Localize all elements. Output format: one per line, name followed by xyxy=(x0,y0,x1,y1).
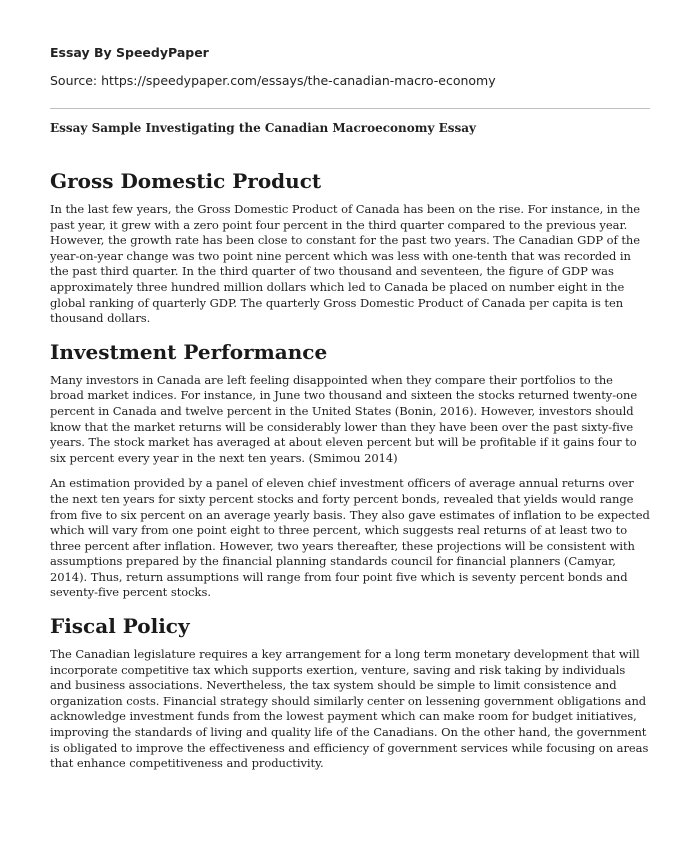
header-divider xyxy=(50,108,650,109)
essay-body xyxy=(50,166,650,782)
paragraph: The Canadian legislature requires a key arrangement for a long term monetary development that will incorporate competitive tax which supports exertion, venture, saving and risk taking by individuals and business associations. Nevertheless, the tax system should be simple to limit consistence and organization costs. Financial strategy should similarly center on lessening government obligations and acknowledge investment funds from the lowest payment which can make room for budget initiatives, improving the standards of living and quality life of the Canadians. On the other hand, the government is obligated to improve the effectiveness and efficiency of government services while focusing on areas that enhance competitiveness and productivity. xyxy=(50,647,649,771)
paragraph: An estimation provided by a panel of eleven chief investment officers of average annual returns over the next ten years for sixty percent stocks and forty percent bonds, revealed that yields would range from five to six percent on an average yearly basis. They also gave estimates of inflation to be expected which will vary from one point eight to three percent, which suggests real returns of at least two to three percent after inflation. However, two years thereafter, these projections will be consistent with assumptions prepared by the financial planning standards council for financial planners (Camyar, 2014). Thus, return assumptions will range from four point five which is seventy percent bonds and seventy-five percent stocks. xyxy=(50,476,650,600)
paragraph: Many investors in Canada are left feeling disappointed when they compare their portfolios to the broad market indices. For instance, in June two thousand and sixteen the stocks returned twenty-one percent in Canada and twelve percent in the United States (Bonin, 2016). However, investors should know that the market returns will be considerably lower than they have been over the past sixty-five years. The stock market has averaged at about eleven percent but will be profitable if it gains four to six percent every year in the next ten years. (Smimou 2014) xyxy=(50,372,638,465)
source-line: Source: https://speedypaper.com/essays/the-canadian-macro-economy xyxy=(50,73,496,88)
section-heading: Gross Domestic Product xyxy=(50,169,322,193)
section-heading: Investment Performance xyxy=(50,339,328,364)
section-investment-performance xyxy=(50,337,650,601)
section-heading: Fiscal Policy xyxy=(50,614,190,639)
publisher-title: Essay By SpeedyPaper xyxy=(50,45,209,60)
section-fiscal-policy xyxy=(50,611,650,772)
essay-title: Essay Sample Investigating the Canadian Macroeconomy Essay xyxy=(50,121,476,135)
section-gdp xyxy=(50,166,650,327)
paragraph: In the last few years, the Gross Domestic Product of Canada has been on the rise. For instance, in the past year, it grew with a zero point four percent in the third quarter compared to the previous year. However, the growth rate has been close to constant for the past two years. The Canadian GDP of the year-on-year change was two point nine percent which was less with one-tenth that was recorded in the past third quarter. In the third quarter of two thousand and seventeen, the figure of GDP was approximately three hundred million dollars which led to Canada be placed on number eight in the global ranking of quarterly GDP. The quarterly Gross Domestic Product of Canada per capita is ten thousand dollars. xyxy=(50,202,641,326)
